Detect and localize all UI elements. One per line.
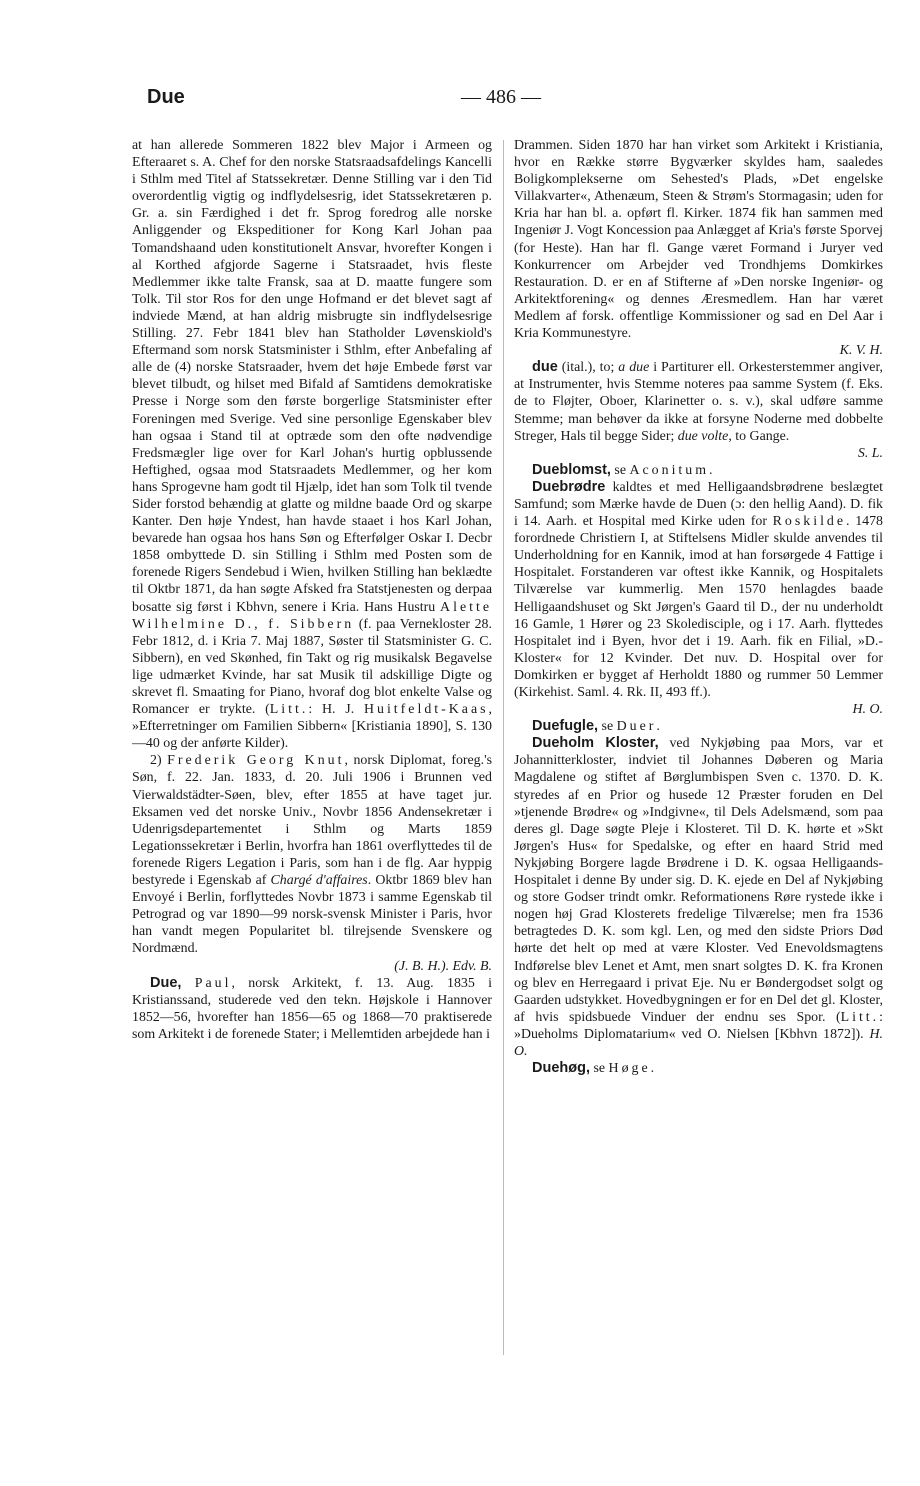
italic-term: a due bbox=[618, 360, 650, 376]
paragraph-text: i Partiturer ell. Orkesterstemmer angiver, at Instrumenter, hvis Stemme noteres paa samme System (f. Eks. de to Fløjter, Oboer, Klarinetter o. s. v.), skal udføre samme Stemme; man behøver da ikke at forsyne Noderne med dobbelte Streger, Hals til begge Sider; bbox=[514, 360, 883, 444]
spaced-name: Huitfeldt-Kaas bbox=[363, 702, 489, 718]
paragraph bbox=[514, 137, 883, 359]
paragraph-text: ved Nykjøbing paa Mors, var et Johannitterkloster, indviet til Johannes Døberen og Maria Magdalene og stiftet af Børglumbispen Sven c. 1370. D. K. styredes af en Prior og husede 12 Præster foruden en Del »tjenende Brødre« og »Indgivne«, til Dels Adelsmænd, som paa deres gl. Dage søgte Pleje i Klosteret. Til D. K. hørte et »Skt Jørgen's Hus« for Spedalske, og efter en haard Strid med Nykjøbing Borgere lagde Brødrene i D. K. ogsaa Helligaands-Hospitalet i denne By under sig. D. K. ejede en Del af Nykjøbing og store Godser trindt omkr. Reformationens Røre rystede ikke i nogen høj Grad Klosterets fredelige Tilværelse; men fra 1536 betragtedes D. K. som kgl. Len, og med den sidste Priors Død hørte det helt op med at være Kloster. Ved Enevoldsmagtens Indførelse blev Lenet et Amt, men snart solgtes D. K. fra Kronen og blev en Herregaard i privat Eje. Nu er Bøndergodset solgt og Gaarden udstykket. Hovedbygningen er for en Del det gl. Kloster, af hvis spidsbuede Vinduer der endnu ses Spor. ( bbox=[514, 736, 883, 1025]
italic-term: Chargé d'affaires bbox=[270, 873, 368, 889]
literature-label: Litt. bbox=[840, 1009, 880, 1025]
paragraph-text: , to Gange. bbox=[728, 428, 790, 444]
entry-headword: due bbox=[532, 359, 558, 376]
paragraph-text: , »Efterretninger om Familien Sibbern« [Kristiania 1890], S. 130—40 og der anførte Kilder). bbox=[132, 702, 492, 752]
entry-headword: Dueblomst, bbox=[532, 461, 611, 478]
entry-headword: Duebrødre bbox=[532, 478, 606, 495]
paragraph-text: , norsk Arkitekt, f. 13. Aug. 1835 i Kristianssand, studerede ved den tekn. Højskole i Hannover 1852—56, hvorefter han 1856—65 og 1868—70 praktiserede som Arkitekt i de forenede Stater; i Mellemtiden arbejdede han i bbox=[132, 975, 492, 1042]
punctuation: . bbox=[650, 1061, 655, 1077]
entry bbox=[514, 735, 883, 1060]
paragraph-text: Drammen. Siden 1870 har han virket som Arkitekt i Kristiania, hvor en Række større Bygværker skyldes ham, saaledes Boligkomplekserne om Sehested's Plads, »Det engelske Villakvarter«, Athenæum, Steen & Strøm's Stormagasin; uden for Kria har han bl. a. opført fl. Kirker. 1874 fik han sammen med Ingeniør J. Vogt Koncession paa Anlægget af Kria's første Sporvej (for Heste). Han har fl. Gange været Formand i Juryer ved Konkurrencer om Arbejder ved Trondhjems Domkirkes Restauration. D. er en af Stifterne af »Den norske Ingeniør- og Arkitektforening« og dennes Æresmedlem. Han har været Medlem af forsk. offentlige Kommissioner og sad en Del Aar i Kria Kommunestyre. bbox=[514, 138, 883, 342]
entry bbox=[132, 975, 492, 1043]
entry bbox=[514, 718, 883, 735]
paragraph-text: . Oktbr 1869 blev han Envoyé i Berlin, forflyttedes Novbr 1873 i samme Egenskab til Petrograd og var 1890—99 norsk-svensk Minister i Paris, hvor han vandt megen Popularitet bl. tilrejsende Svenskere og Nordmænd. bbox=[132, 873, 492, 957]
paragraph bbox=[132, 137, 492, 752]
entry-headword: Due, bbox=[150, 974, 182, 991]
see-text: se bbox=[590, 1061, 609, 1077]
author-signature: K. V. H. bbox=[839, 343, 883, 359]
literature-label: Litt. bbox=[269, 702, 309, 718]
page-number: — 486 — bbox=[461, 86, 541, 108]
paragraph-text: (f. paa Vernekloster 28. Febr 1812, d. i Kria 7. Maj 1887, Søster til Statsminister G. C. Sibbern), en ved Skønhed, fin Takt og rig musikalsk Begavelse lige udmærket Kvinde, har sat Musik til adskillige Digte og skrevet fl. Smaating for Piano, hvoraf dog blot enkelte Valse og Romancer er trykte. ( bbox=[132, 616, 492, 718]
paragraph-text: kaldtes et med Helligaandsbrødrene beslægtet Samfund; som Mærke havde de Duen (ɔ: den hellig Aand). D. fik i 14. Aarh. et Hospital med Kirke uden for bbox=[514, 479, 883, 530]
cross-reference: Aconitum bbox=[629, 462, 710, 478]
entry-headword: Duefugle, bbox=[532, 718, 599, 735]
punctuation: . bbox=[709, 462, 713, 478]
spaced-place: Roskilde bbox=[772, 514, 847, 530]
spaced-name: Frederik Georg Knut bbox=[167, 753, 345, 769]
spaced-name: Alette Wilhelmine D., f. Sibbern bbox=[132, 599, 492, 632]
entry bbox=[514, 359, 883, 462]
paragraph-text: : »Dueholms Diplomatarium« ved O. Nielsen [Kbhvn 1872]). bbox=[514, 1009, 883, 1042]
paragraph-text: , norsk Diplomat, foreg.'s Søn, f. 22. Jan. 1833, d. 20. Juli 1906 i Brunnen ved Vierwaldstädter-Søen, blev, efter 1855 at have taget jur. Eksamen ved det norske Univ., Novbr 1856 Andensekretær i Udenrigsdepartementet i Sthlm og Marts 1859 Legationssekretær i Berlin, hvorfra han 1861 overflyttedes til de forenede Rigers Legation i Paris, som han i de flg. Aar hyppig bestyrede i Egenskab af bbox=[132, 753, 493, 889]
entry bbox=[514, 462, 883, 479]
entry-headword: Dueholm Kloster, bbox=[532, 735, 659, 752]
entry-headword: Duehøg, bbox=[532, 1060, 590, 1077]
author-signature: (J. B. H.). Edv. B. bbox=[394, 958, 492, 974]
see-text: se bbox=[598, 719, 617, 735]
paragraph-text: : H. J. bbox=[308, 702, 364, 718]
entry bbox=[514, 1060, 883, 1077]
list-number: 2) bbox=[150, 753, 168, 769]
author-signature: H. O. bbox=[514, 1026, 883, 1059]
right-column bbox=[514, 137, 883, 1077]
entry bbox=[514, 479, 883, 718]
author-signature: H. O. bbox=[852, 702, 883, 718]
paragraph-text: at han allerede Sommeren 1822 blev Major i Armeen og Efteraaret s. A. Chef for den norske Statsraadsafdelings Kancelli i Sthlm med Titel af Statssekretær. Denne Stilling var i den Tid overordentlig vigtig og indflydelsesrig, idet Statssekretæren p. Gr. a. sin Færdighed i det fr. Sprog foredrog alle norske Anliggender og Ekspeditioner for Kong Karl Johan paa Tomandshaand uden konstitutionelt Ansvar, hvorefter Kongen i al Korthed afgjorde Sagerne i Statsraadet, hvis fleste Medlemmer ikke talte Fransk, saa at D. maatte fungere som Tolk. Til stor Ros for den unge Hofmand er det blevet sagt af indviede Mænd, at han aldrig misbrugte sin indflydelsesrige Stilling. 27. Febr 1841 blev han Statholder Løvenskiold's Eftermand som norsk Statsminister i Sthlm, efter Anbefaling af alle de (4) norske Statsraader, hvem det høje Embede først var blevet tilbudt, og hilset med Bifald af Samtidens demokratiske Presse i Norge som den første borgerlige Statsminister efter Foreningen med Sverige. Ved sine personlige Egenskaber blev han ogsaa i Stand til at optræde som den ofte nødvendige Fredsmægler lige over for Karl Johan's hurtig opblussende Heftighed, ogsaa mod Statsraadets Medlemmer, og her kom hans Sprogevne ham godt til Hjælp, idet han som Tolk til tvende Sider forstod behændig at glatte og mildne baade Ord og skarpe Kanter. Den høje Yndest, han havde staaet i hos Karl Johan, bevarede han ogsaa hos hans Søn og Efterfølger Oskar I. Decbr 1858 ombyttede D. sin Stilling i Sthlm med Posten som de forenede Rigers Sendebud i Wien, hvilken Stilling han beklædte til Oktbr 1871, da han søgte Afsked fra Statstjenesten og derpaa bosatte sig først i Kbhvn, senere i Kria. Hans Hustru bbox=[132, 138, 492, 615]
column-divider bbox=[503, 140, 504, 1355]
paragraph bbox=[132, 752, 492, 974]
paragraph-text: . 1478 forordnede Christiern I, at Stiftelsens Midler skulde anvendes til Underholdning for en Kannik, imod at han forsørgede 4 Fattige i Hospitalet. Forstanderen var oftest ikke Kannik, og Hospitalets Tilværelse var kummerlig. Men 1570 henlagdes baade Helligaandshuset og Skt Jørgen's Gaard til D., der nu underholdt 16 Gamle, 1 Hører og 23 Skoledisciple, og i 17. Aarh. flyttedes Hospitalet ind i Byen, hvor det i 19. Aarh. fik en Filial, »D.-Kloster« for 12 Kvinder. Det nuv. D. Hospital over for Domkirken er bygget af Herholdt 1880 og rummer 50 Lemmer (Kirkehist. Saml. 4. Rk. II, 493 ff.). bbox=[514, 514, 883, 700]
page-header bbox=[147, 86, 830, 116]
paragraph-text: (ital.), to; bbox=[557, 360, 619, 376]
italic-term: due volte bbox=[677, 428, 729, 444]
author-signature: S. L. bbox=[857, 445, 883, 461]
cross-reference: Høge bbox=[608, 1061, 651, 1077]
cross-reference: Duer bbox=[616, 719, 657, 735]
see-text: se bbox=[610, 462, 630, 478]
running-headword: Due bbox=[147, 86, 185, 108]
left-column bbox=[132, 137, 492, 1043]
spaced-name: Paul bbox=[194, 975, 232, 991]
punctuation: . bbox=[656, 719, 660, 735]
